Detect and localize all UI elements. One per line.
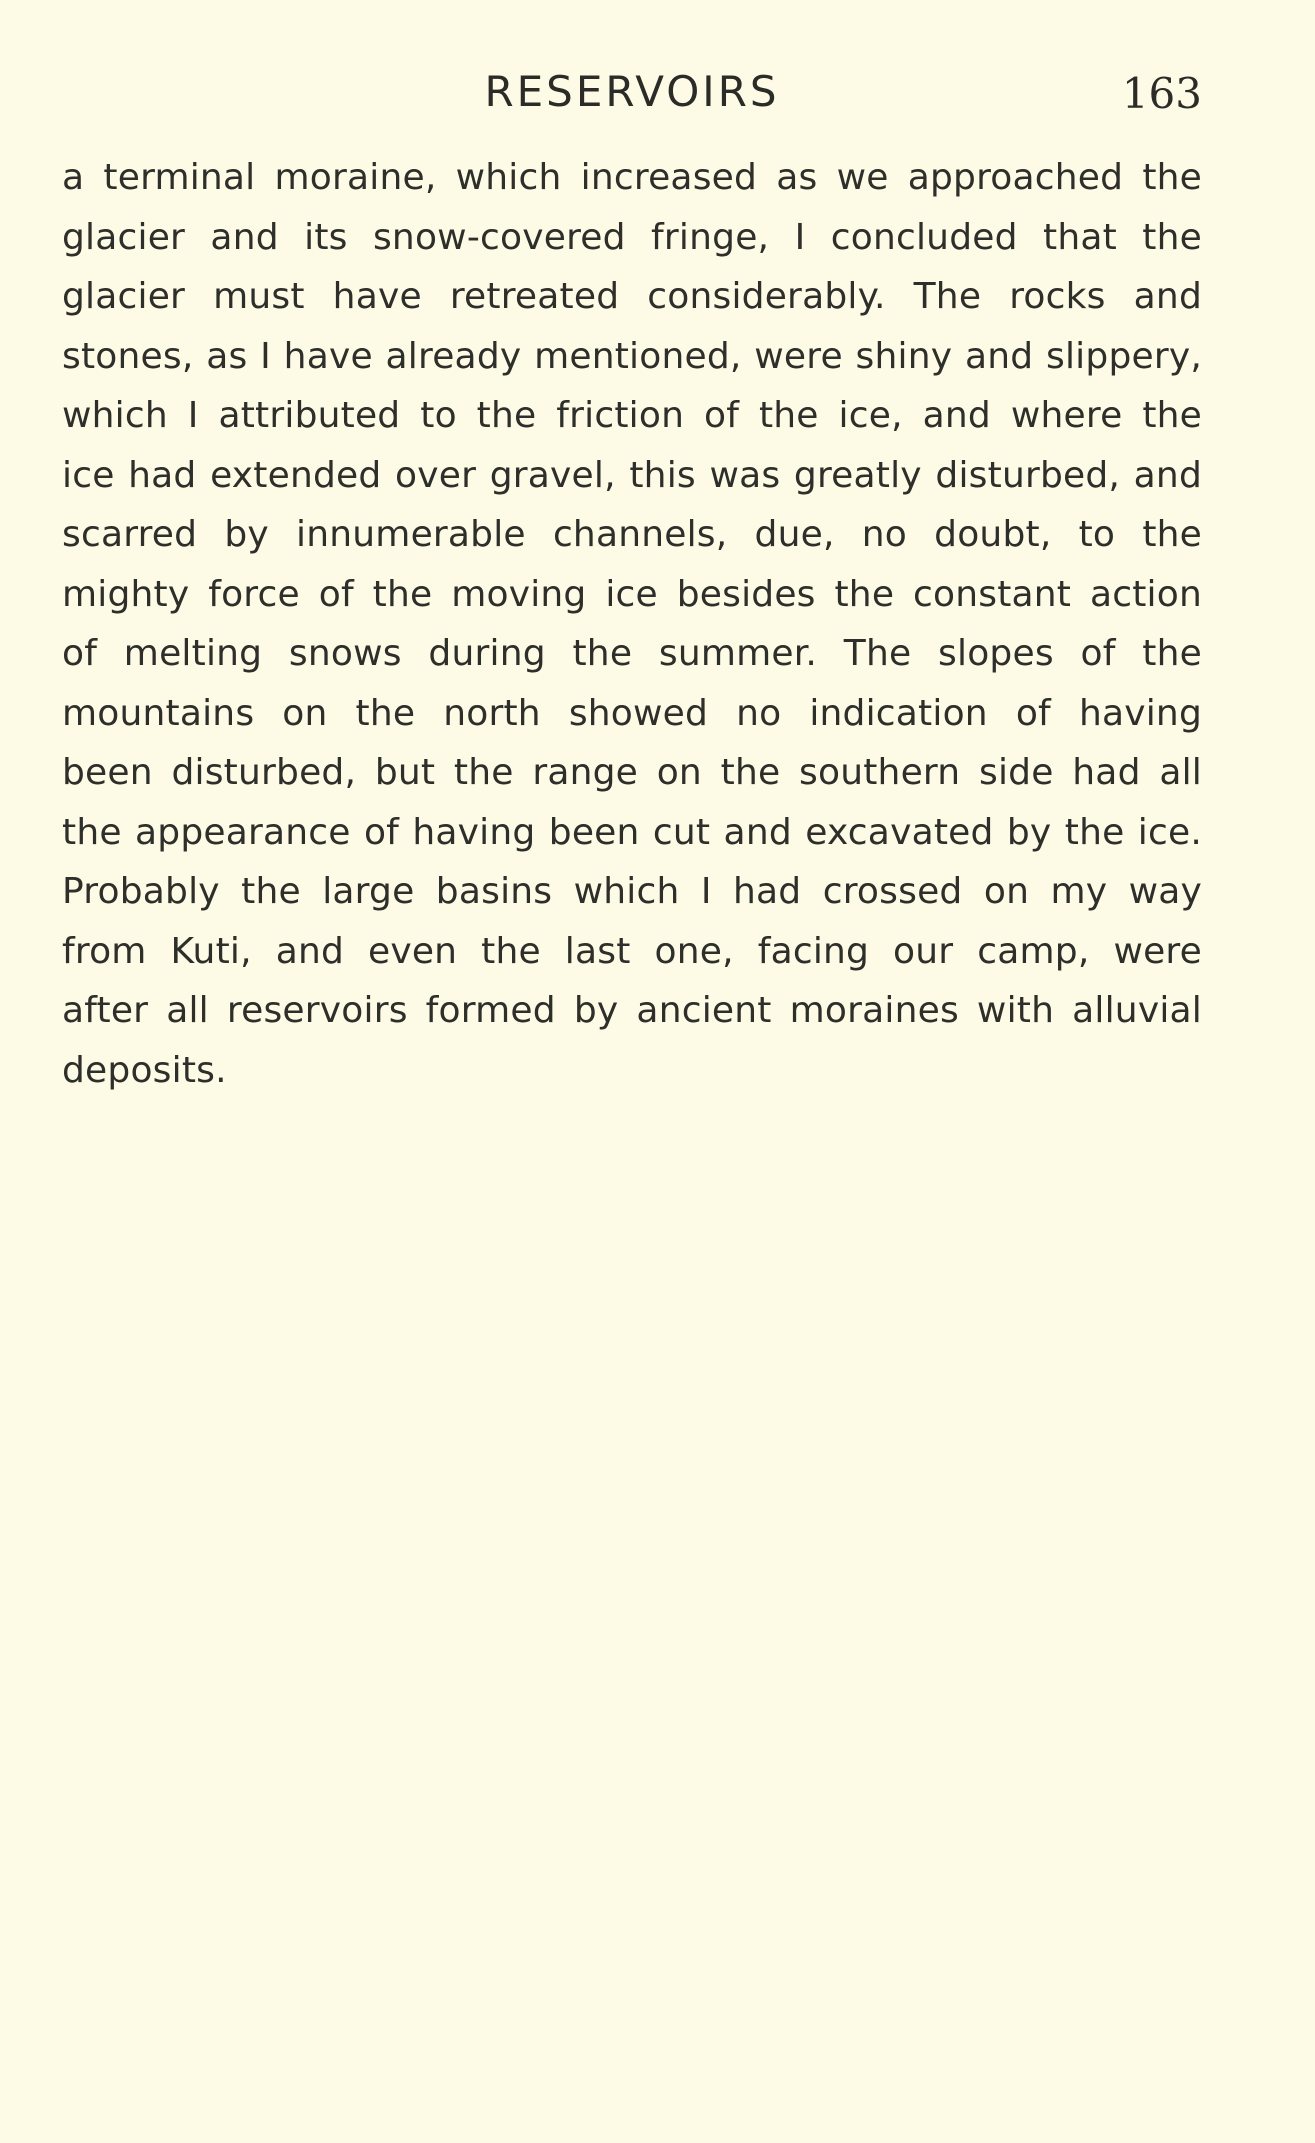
text-line: scarred by innumerable channels, due, no doubt, to the: [62, 514, 1202, 555]
text-line: from Kuti, and even the last one, facing our camp, were: [62, 930, 1202, 972]
text-line: which I attributed to the friction of the ice, and where the: [62, 395, 1202, 436]
text-line: ice had extended over gravel, this was greatly disturbed, and: [62, 454, 1202, 496]
text-line: glacier and its snow-covered fringe, I concluded that the: [62, 216, 1202, 258]
text-line: a terminal moraine, which increased as we approached the: [62, 157, 1202, 198]
text-line: the appearance of having been cut and excavated by the ice.: [62, 811, 1202, 853]
text-line: glacier must have retreated considerably. The rocks and: [62, 276, 1202, 317]
body-paragraph: [62, 148, 1202, 1100]
text-line: stones, as I have already mentioned, were shiny and slippery,: [62, 335, 1202, 377]
text-line: Probably the large basins which I had crossed on my way: [62, 871, 1202, 912]
page-title: RESERVOIRS: [484, 67, 780, 116]
text-line: mountains on the north showed no indication of having: [62, 692, 1202, 734]
text-line: after all reservoirs formed by ancient moraines with alluvial: [62, 990, 1202, 1031]
text-line: mighty force of the moving ice besides the constant action: [62, 573, 1202, 615]
text-line: deposits.: [62, 1049, 227, 1091]
text-line: of melting snows during the summer. The slopes of the: [62, 633, 1202, 674]
running-head: [62, 62, 1202, 122]
text-line: been disturbed, but the range on the southern side had all: [62, 752, 1202, 793]
page-number: 163: [1121, 69, 1202, 118]
